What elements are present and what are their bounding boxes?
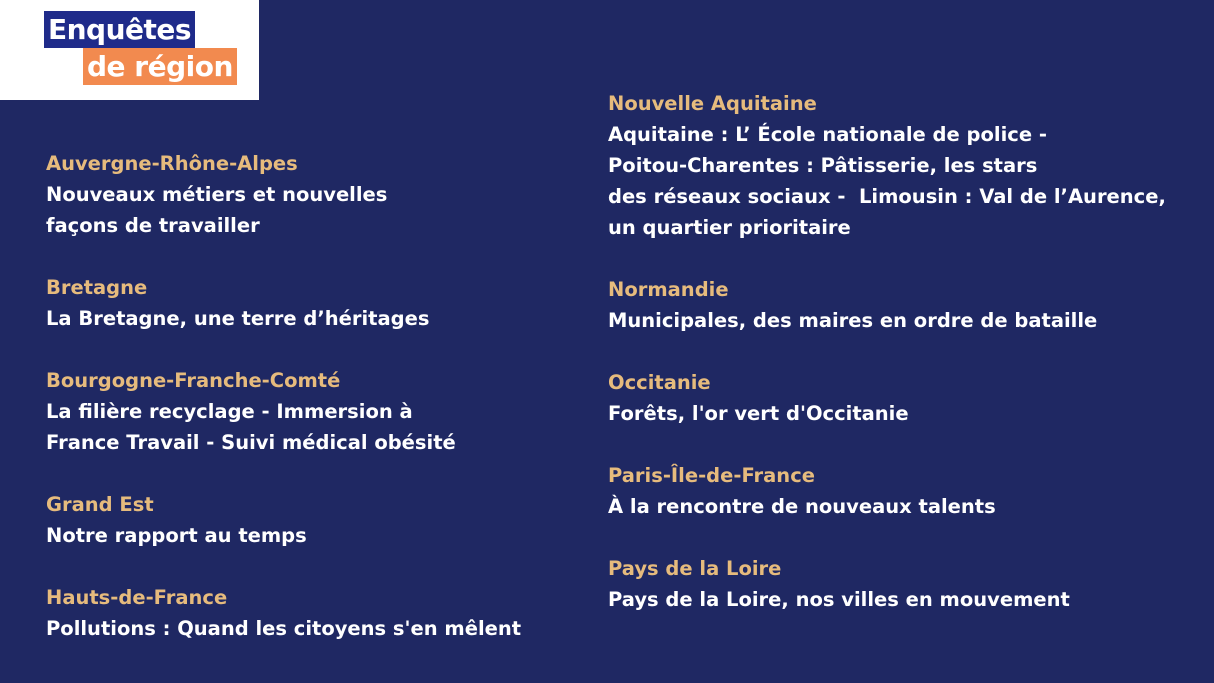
region-entry-auvergne-rhone-alpes bbox=[46, 148, 586, 241]
region-entry-normandie bbox=[608, 274, 1208, 336]
region-entry-pays-de-la-loire bbox=[608, 553, 1208, 615]
entry-description-line: France Travail - Suivi médical obésité bbox=[46, 431, 456, 454]
entry-description-line: Notre rapport au temps bbox=[46, 524, 307, 547]
region-title: Nouvelle Aquitaine bbox=[608, 92, 817, 115]
region-title: Paris-Île-de-France bbox=[608, 464, 815, 487]
logo bbox=[0, 0, 259, 100]
region-entry-grand-est bbox=[46, 489, 586, 551]
left-column bbox=[46, 148, 586, 675]
entry-description-line: un quartier prioritaire bbox=[608, 216, 851, 239]
region-entry-nouvelle-aquitaine bbox=[608, 88, 1208, 243]
entry-description-line: Pays de la Loire, nos villes en mouvement bbox=[608, 588, 1070, 611]
logo-line-de-region: de région bbox=[83, 48, 237, 85]
entry-description-line: des réseaux sociaux - Limousin : Val de l’Aurence, bbox=[608, 185, 1166, 208]
entry-description-line: Pollutions : Quand les citoyens s'en mêlent bbox=[46, 617, 522, 640]
region-title: Grand Est bbox=[46, 493, 154, 516]
region-title: Occitanie bbox=[608, 371, 711, 394]
region-title: Bourgogne-Franche-Comté bbox=[46, 369, 341, 392]
region-entry-bourgogne-franche-comte bbox=[46, 365, 586, 458]
entry-description-line: Poitou-Charentes : Pâtisserie, les stars bbox=[608, 154, 1038, 177]
right-column bbox=[608, 88, 1208, 646]
entry-description-line: façons de travailler bbox=[46, 214, 260, 237]
entry-description-line: Forêts, l'or vert d'Occitanie bbox=[608, 402, 909, 425]
region-entry-occitanie bbox=[608, 367, 1208, 429]
entry-description-line: Aquitaine : L’ École nationale de police - bbox=[608, 123, 1047, 146]
region-title: Auvergne-Rhône-Alpes bbox=[46, 152, 298, 175]
entry-description-line: Nouveaux métiers et nouvelles bbox=[46, 183, 388, 206]
region-entry-paris-ile-de-france bbox=[608, 460, 1208, 522]
logo-line-enquetes: Enquêtes bbox=[44, 11, 195, 48]
region-title: Bretagne bbox=[46, 276, 148, 299]
entry-description-line: Municipales, des maires en ordre de bataille bbox=[608, 309, 1098, 332]
region-entry-bretagne bbox=[46, 272, 586, 334]
region-title: Normandie bbox=[608, 278, 729, 301]
entry-description-line: La filière recyclage - Immersion à bbox=[46, 400, 413, 423]
entry-description-line: La Bretagne, une terre d’héritages bbox=[46, 307, 430, 330]
region-title: Pays de la Loire bbox=[608, 557, 782, 580]
region-entry-hauts-de-france bbox=[46, 582, 586, 644]
entry-description-line: À la rencontre de nouveaux talents bbox=[608, 495, 996, 518]
region-title: Hauts-de-France bbox=[46, 586, 228, 609]
